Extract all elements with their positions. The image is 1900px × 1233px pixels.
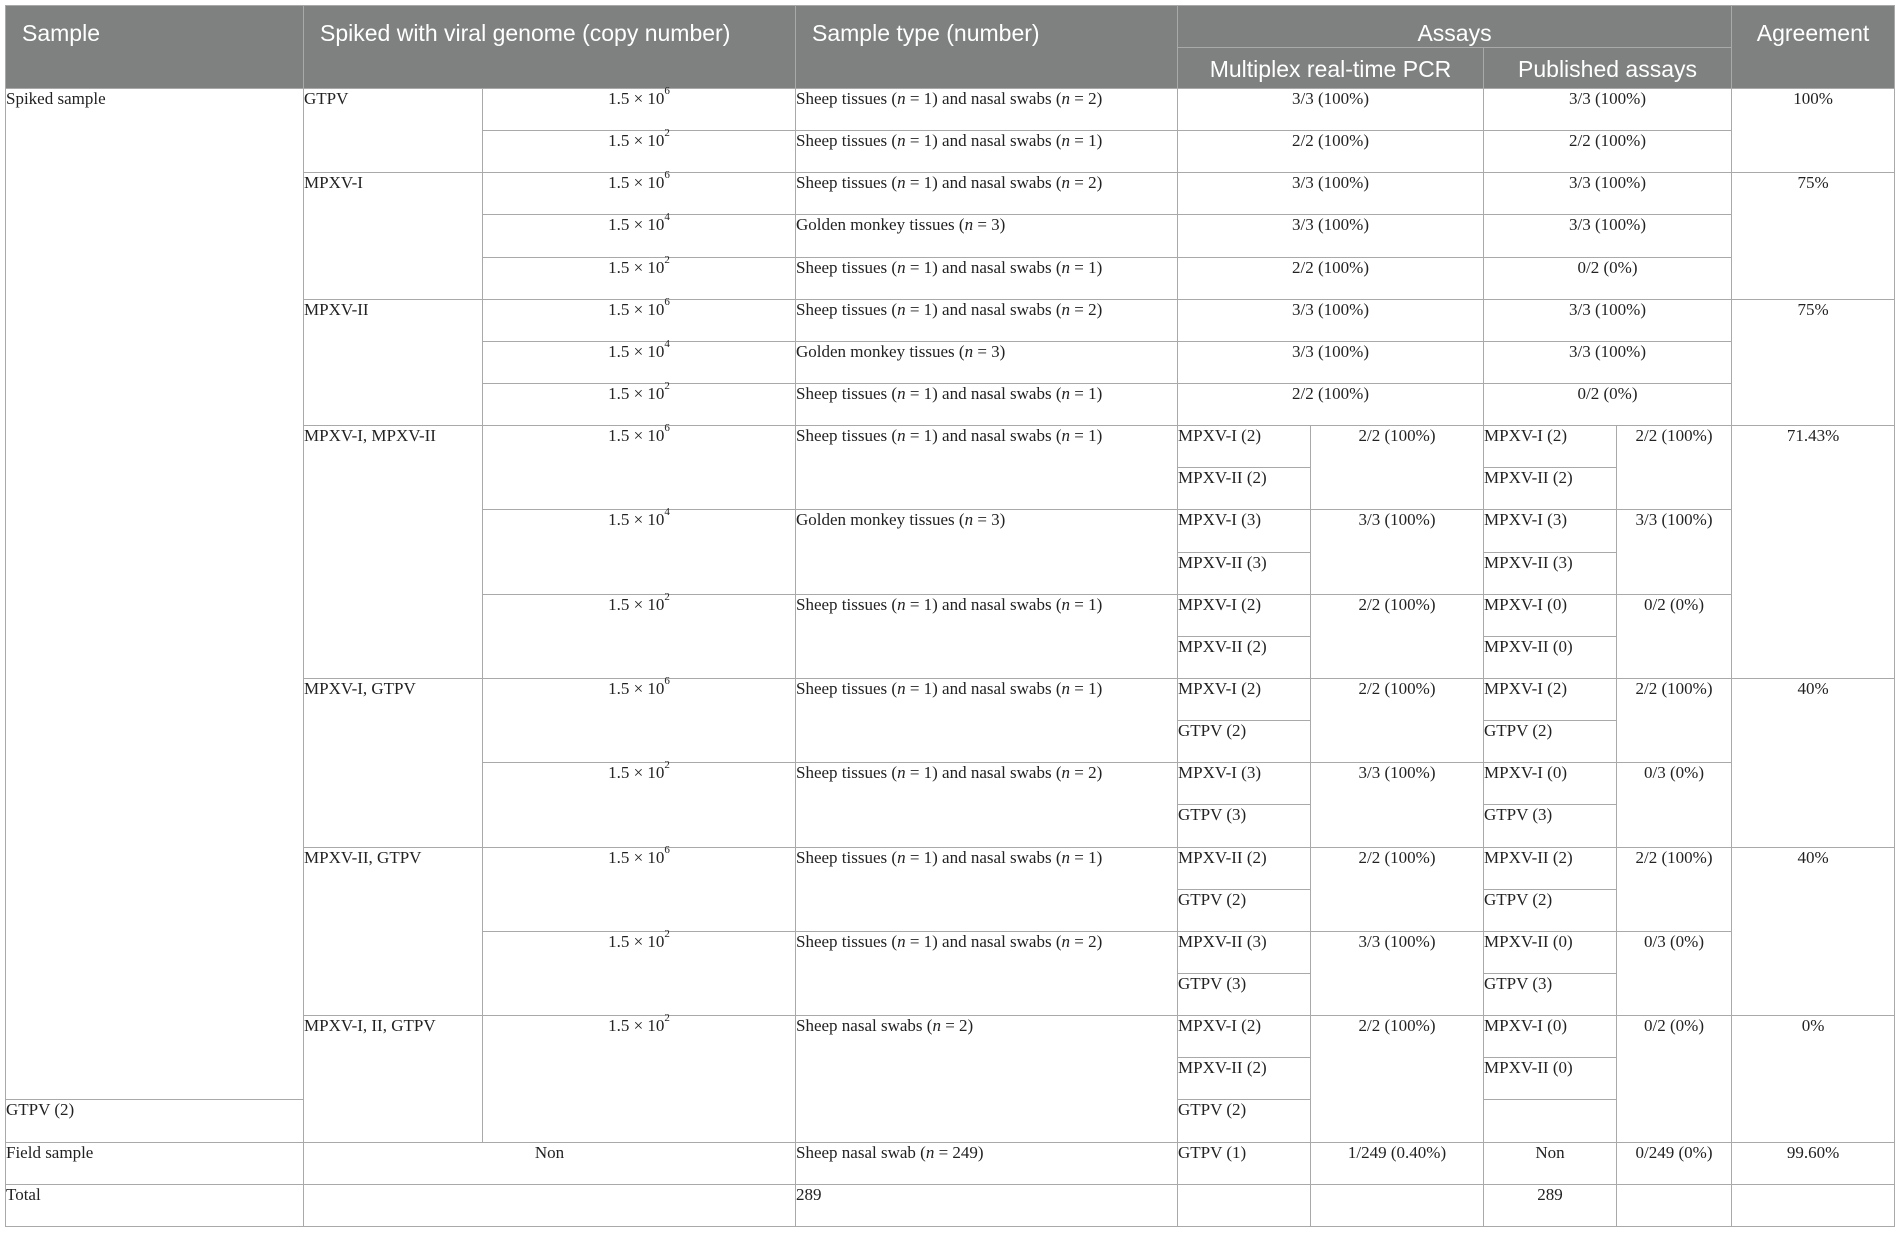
published-marker: GTPV (3) [1484, 805, 1617, 847]
virus-cell: MPXV-II, GTPV [304, 847, 483, 1016]
multiplex-marker: GTPV (2) [6, 1100, 304, 1142]
multiplex-result: 2/2 (100%) [1311, 594, 1484, 678]
virus-cell: GTPV [304, 89, 483, 173]
published-marker: GTPV (3) [1484, 973, 1617, 1015]
published-result: 2/2 (100%) [1484, 131, 1732, 173]
sample-type: Sheep tissues (n = 1) and nasal swabs (n = 2) [796, 299, 1178, 341]
agreement-cell: 40% [1732, 847, 1895, 1016]
copy-number: $1.5 \times 10^6$ [483, 847, 796, 931]
published-marker: GTPV (2) [1484, 889, 1617, 931]
multiplex-result: 3/3 (100%) [1178, 173, 1484, 215]
table-row [6, 1184, 1895, 1226]
sample-type: Sheep nasal swab (n = 249) [796, 1142, 1178, 1184]
published-marker: MPXV-I (2) [1484, 426, 1617, 468]
copy-number: $1.5 \times 10^2$ [483, 594, 796, 678]
virus-cell: MPXV-II [304, 299, 483, 425]
multiplex-result: 3/3 (100%) [1178, 341, 1484, 383]
multiplex-result: 2/2 (100%) [1311, 847, 1484, 931]
copy-number: $1.5 \times 10^2$ [483, 257, 796, 299]
sample-type: Sheep tissues (n = 1) and nasal swabs (n = 1) [796, 383, 1178, 425]
published-marker: MPXV-II (2) [1484, 468, 1617, 510]
multiplex-marker: GTPV (1) [1178, 1142, 1311, 1184]
published-result: 0/2 (0%) [1484, 257, 1732, 299]
multiplex-result: 3/3 (100%) [1178, 299, 1484, 341]
multiplex-marker: MPXV-II (3) [1178, 931, 1311, 973]
published-result: 3/3 (100%) [1484, 215, 1732, 257]
published-result: 3/3 (100%) [1484, 173, 1732, 215]
virus-cell: MPXV-I, MPXV-II [304, 426, 483, 679]
virus-cell: MPXV-I, II, GTPV [304, 1016, 483, 1142]
results-table [5, 5, 1895, 1227]
multiplex-marker: MPXV-I (2) [1178, 426, 1311, 468]
published-result: 3/3 (100%) [1617, 510, 1732, 594]
multiplex-result: 2/2 (100%) [1178, 383, 1484, 425]
sample-type: Sheep tissues (n = 1) and nasal swabs (n = 1) [796, 257, 1178, 299]
multiplex-result: 3/3 (100%) [1311, 931, 1484, 1015]
published-result: 2/2 (100%) [1617, 426, 1732, 510]
multiplex-result: 3/3 (100%) [1178, 89, 1484, 131]
copy-number: $1.5 \times 10^2$ [483, 931, 796, 1015]
published-result: 3/3 (100%) [1484, 299, 1732, 341]
published-marker: MPXV-II (0) [1484, 636, 1617, 678]
sample-type: Sheep tissues (n = 1) and nasal swabs (n = 2) [796, 173, 1178, 215]
group-spiked-sample: Spiked sample [6, 89, 304, 1100]
copy-number: Non [304, 1142, 796, 1184]
multiplex-marker: MPXV-II (2) [1178, 1058, 1311, 1100]
header-multiplex: Multiplex real-time PCR [1178, 48, 1484, 89]
sample-type: Golden monkey tissues (n = 3) [796, 341, 1178, 383]
published-marker: MPXV-II (3) [1484, 552, 1617, 594]
copy-number: $1.5 \times 10^4$ [483, 510, 796, 594]
sample-type: Sheep tissues (n = 1) and nasal swabs (n = 2) [796, 89, 1178, 131]
published-result: 0/2 (0%) [1617, 594, 1732, 678]
agreement-cell: 75% [1732, 299, 1895, 425]
agreement-cell: 99.60% [1732, 1142, 1895, 1184]
group-total: Total [6, 1184, 304, 1226]
copy-number: $1.5 \times 10^2$ [483, 1016, 796, 1142]
empty-cell [304, 1184, 796, 1226]
multiplex-result: 2/2 (100%) [1311, 1016, 1484, 1142]
header-sample-type: Sample type (number) [796, 6, 1178, 89]
copy-number: $1.5 \times 10^2$ [483, 763, 796, 847]
sample-type: Sheep nasal swabs (n = 2) [796, 1016, 1178, 1142]
virus-cell: MPXV-I, GTPV [304, 678, 483, 847]
multiplex-result: 3/3 (100%) [1311, 763, 1484, 847]
published-marker: GTPV (2) [1484, 721, 1617, 763]
copy-number: $1.5 \times 10^4$ [483, 341, 796, 383]
multiplex-marker: GTPV (3) [1178, 805, 1311, 847]
header-spiked: Spiked with viral genome (copy number) [304, 6, 796, 89]
copy-number: $1.5 \times 10^6$ [483, 299, 796, 341]
copy-number: $1.5 \times 10^6$ [483, 678, 796, 762]
published-marker: MPXV-I (2) [1484, 678, 1617, 720]
multiplex-result: 2/2 (100%) [1311, 678, 1484, 762]
sample-type: Sheep tissues (n = 1) and nasal swabs (n = 1) [796, 426, 1178, 510]
sample-type: Sheep tissues (n = 1) and nasal swabs (n = 1) [796, 131, 1178, 173]
copy-number: $1.5 \times 10^6$ [483, 426, 796, 510]
published-result: 0/2 (0%) [1484, 383, 1732, 425]
multiplex-result: 2/2 (100%) [1311, 426, 1484, 510]
multiplex-marker: MPXV-II (2) [1178, 468, 1311, 510]
published-marker: Non [1484, 1142, 1617, 1184]
multiplex-marker: GTPV (2) [1178, 721, 1311, 763]
multiplex-marker: GTPV (2) [1178, 889, 1311, 931]
header-agreement: Agreement [1732, 6, 1895, 89]
copy-number: $1.5 \times 10^2$ [483, 131, 796, 173]
published-result: 0/3 (0%) [1617, 763, 1732, 847]
multiplex-marker: GTPV (3) [1178, 973, 1311, 1015]
published-marker: MPXV-I (0) [1484, 763, 1617, 805]
published-result: 0/3 (0%) [1617, 931, 1732, 1015]
header-assays: Assays [1178, 6, 1732, 48]
published-result: 3/3 (100%) [1484, 341, 1732, 383]
published-result: 2/2 (100%) [1617, 678, 1732, 762]
multiplex-result: 3/3 (100%) [1311, 510, 1484, 594]
total-published: 289 [1484, 1184, 1617, 1226]
virus-cell: MPXV-I [304, 173, 483, 299]
sample-type: Sheep tissues (n = 1) and nasal swabs (n = 2) [796, 931, 1178, 1015]
published-result: 3/3 (100%) [1484, 89, 1732, 131]
agreement-cell: 0% [1732, 1016, 1895, 1142]
sample-type: Sheep tissues (n = 1) and nasal swabs (n = 1) [796, 847, 1178, 931]
multiplex-marker: MPXV-I (2) [1178, 1016, 1311, 1058]
total-samples: 289 [796, 1184, 1178, 1226]
published-result: 2/2 (100%) [1617, 847, 1732, 931]
empty-cell [1617, 1184, 1732, 1226]
multiplex-marker: MPXV-II (2) [1178, 636, 1311, 678]
empty-cell [1732, 1184, 1895, 1226]
sample-type: Sheep tissues (n = 1) and nasal swabs (n = 1) [796, 594, 1178, 678]
table-row [6, 1142, 1895, 1184]
agreement-cell: 100% [1732, 89, 1895, 173]
multiplex-marker: MPXV-I (3) [1178, 510, 1311, 552]
multiplex-marker: MPXV-II (3) [1178, 552, 1311, 594]
table-row [6, 89, 1895, 131]
sample-type: Sheep tissues (n = 1) and nasal swabs (n = 1) [796, 678, 1178, 762]
multiplex-result: 2/2 (100%) [1178, 131, 1484, 173]
multiplex-marker: MPXV-II (2) [1178, 847, 1311, 889]
multiplex-result: 1/249 (0.40%) [1311, 1142, 1484, 1184]
published-result: 0/249 (0%) [1617, 1142, 1732, 1184]
published-result: 0/2 (0%) [1617, 1016, 1732, 1142]
empty-cell [1311, 1184, 1484, 1226]
multiplex-marker: MPXV-I (3) [1178, 763, 1311, 805]
header-published: Published assays [1484, 48, 1732, 89]
group-field-sample: Field sample [6, 1142, 304, 1184]
agreement-cell: 75% [1732, 173, 1895, 299]
published-marker: MPXV-II (0) [1484, 1058, 1617, 1100]
header-sample: Sample [6, 6, 304, 89]
copy-number: $1.5 \times 10^2$ [483, 383, 796, 425]
sample-type: Golden monkey tissues (n = 3) [796, 215, 1178, 257]
agreement-cell: 71.43% [1732, 426, 1895, 679]
copy-number: $1.5 \times 10^6$ [483, 89, 796, 131]
published-marker: MPXV-I (3) [1484, 510, 1617, 552]
multiplex-result: 3/3 (100%) [1178, 215, 1484, 257]
multiplex-result: 2/2 (100%) [1178, 257, 1484, 299]
agreement-cell: 40% [1732, 678, 1895, 847]
published-marker: MPXV-I (0) [1484, 1016, 1617, 1058]
sample-type: Golden monkey tissues (n = 3) [796, 510, 1178, 594]
published-marker: MPXV-II (0) [1484, 931, 1617, 973]
empty-cell [1178, 1184, 1311, 1226]
copy-number: $1.5 \times 10^6$ [483, 173, 796, 215]
published-marker: GTPV (2) [1178, 1100, 1311, 1142]
multiplex-marker: MPXV-I (2) [1178, 594, 1311, 636]
published-marker: MPXV-I (0) [1484, 594, 1617, 636]
published-marker: MPXV-II (2) [1484, 847, 1617, 889]
sample-type: Sheep tissues (n = 1) and nasal swabs (n = 2) [796, 763, 1178, 847]
multiplex-marker: MPXV-I (2) [1178, 678, 1311, 720]
copy-number: $1.5 \times 10^4$ [483, 215, 796, 257]
